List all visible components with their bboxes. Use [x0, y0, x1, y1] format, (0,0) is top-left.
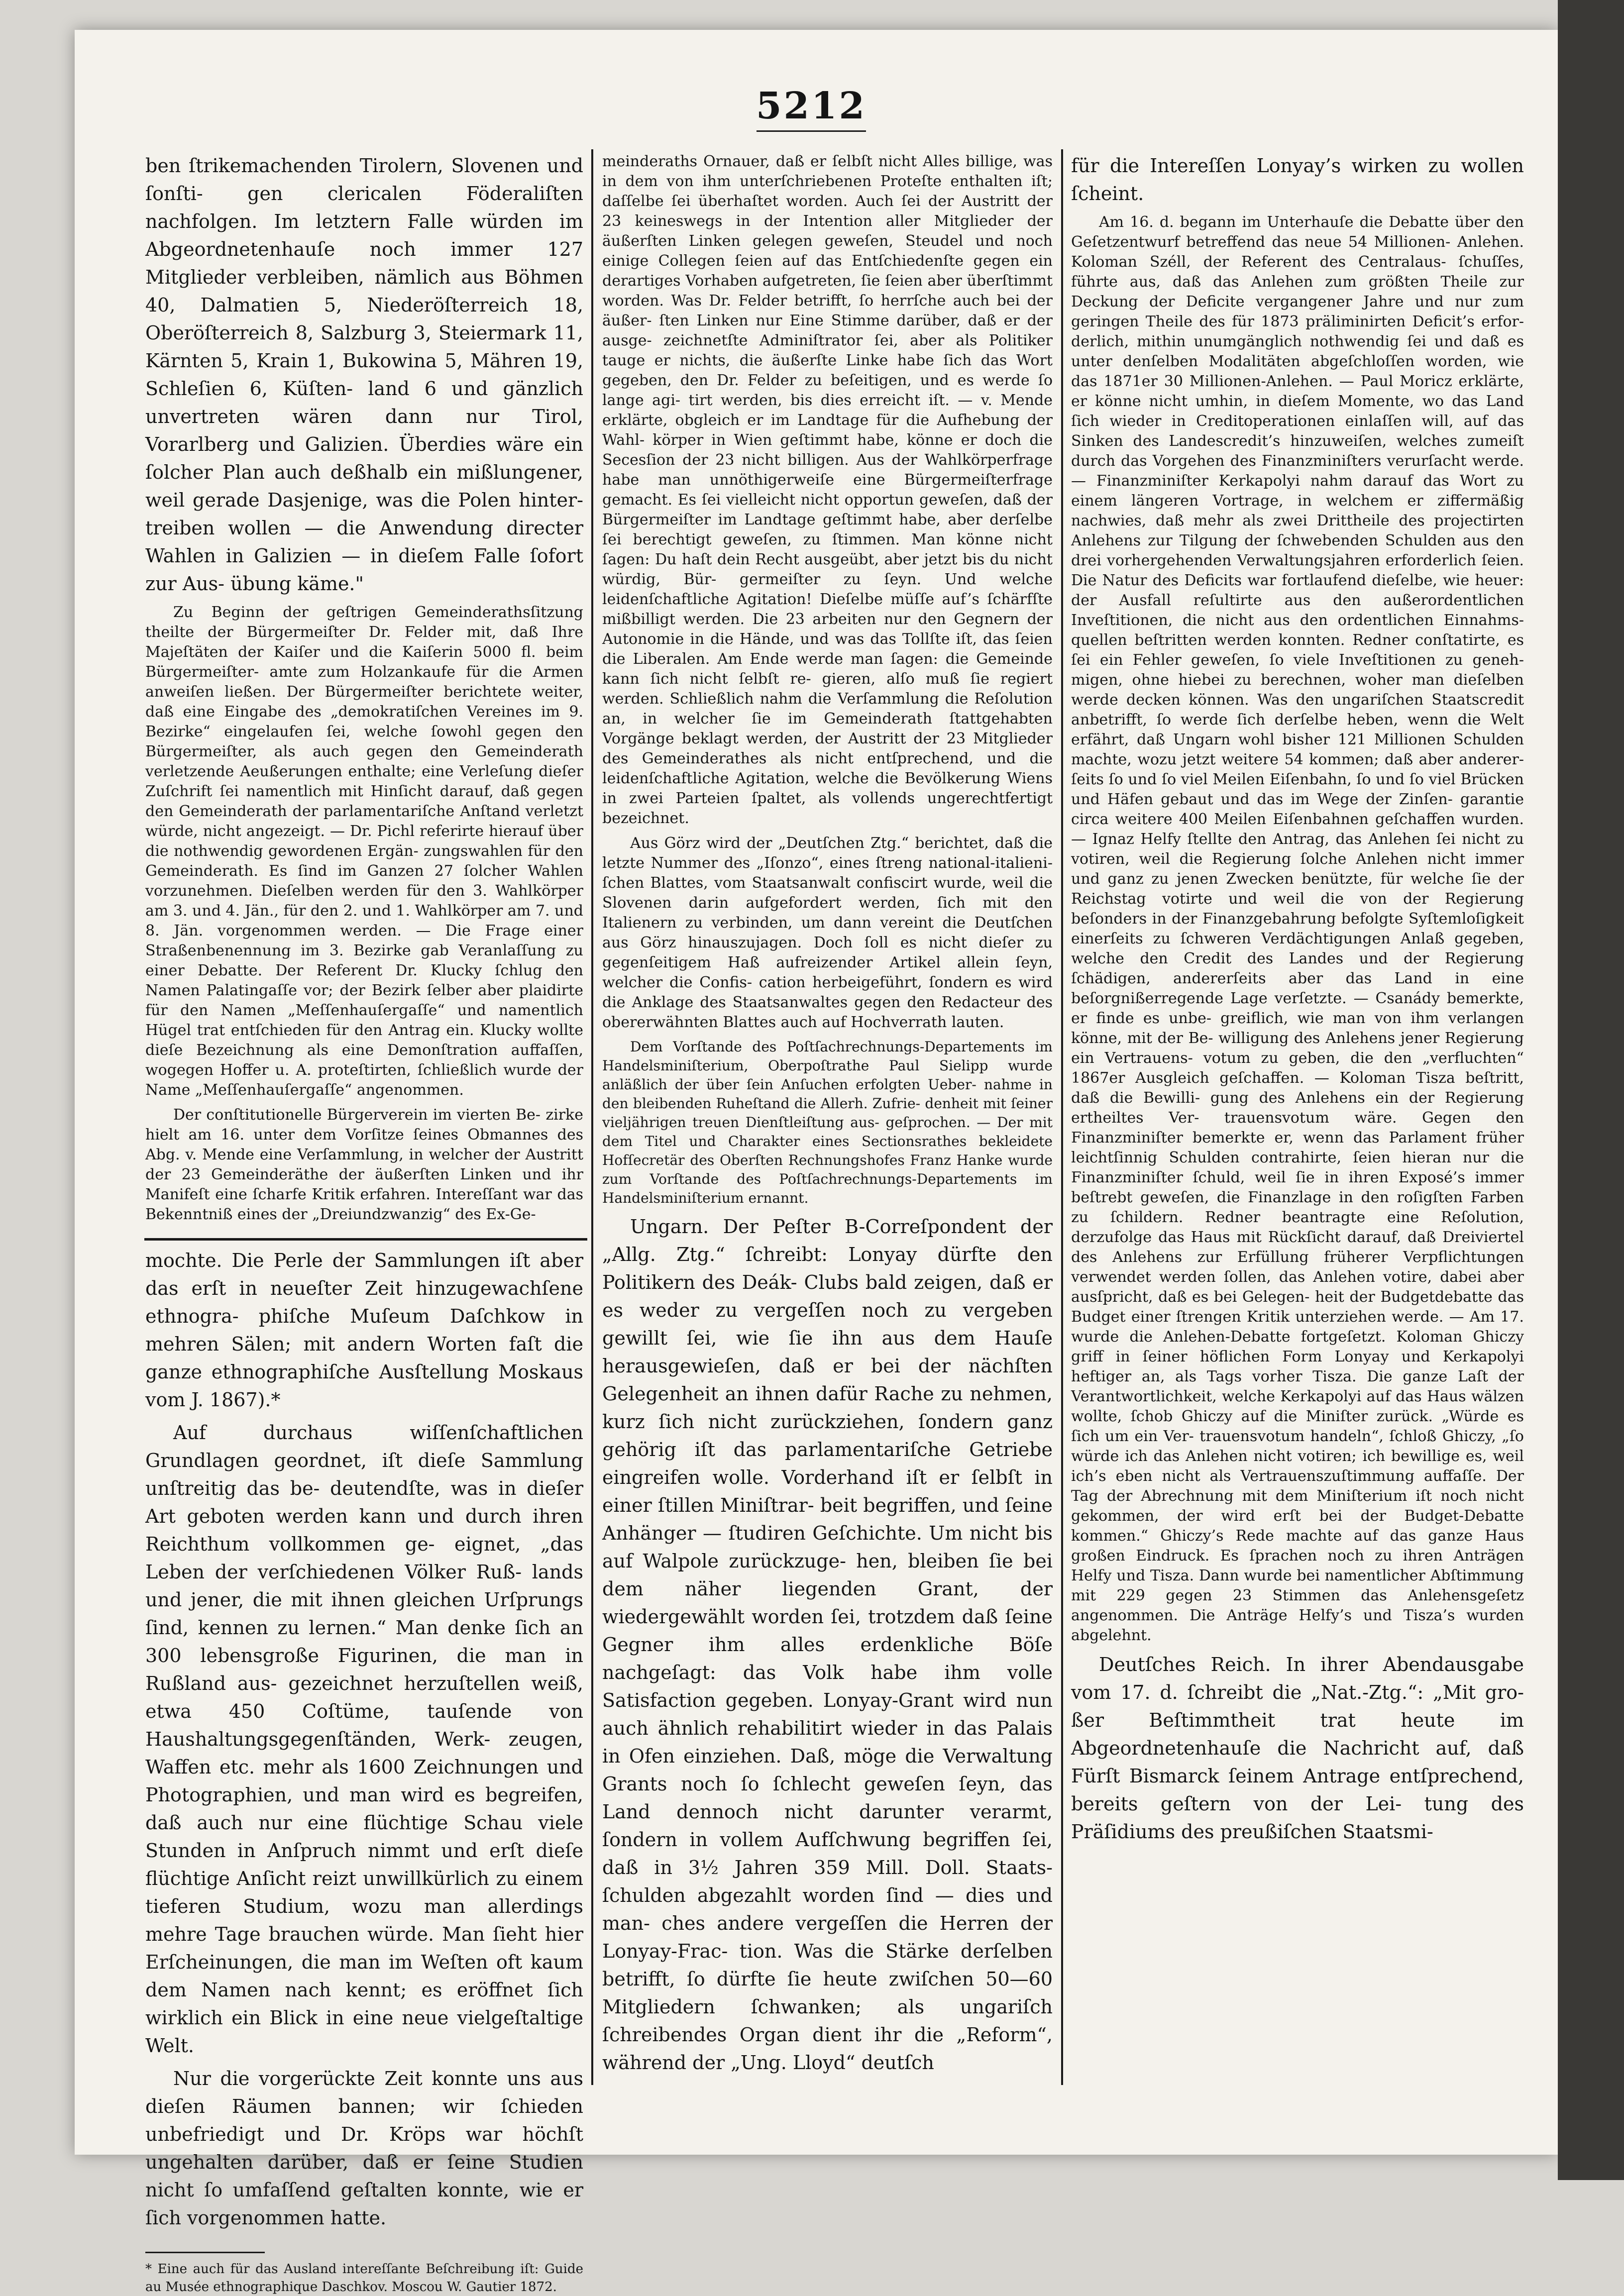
article-text: ben ſtrikemachenden Tirolern, Slovenen und ſonſti- gen clericalen Föderaliſten nachfolgen. Im letztern Falle würden im Abgeordnetenhauſe noch immer 127 Mitglieder verbleiben, nämlich aus Böhmen 40, Dalmatien 5, Niederöſterreich 18, Oberöſterreich 8, Salzburg 3, Steiermark 11, Kärnten 5, Krain 1, Bukowina 5, Mähren 19, Schleſien 6, Küſten- land 6 und gänzlich unvertreten wären dann nur Tirol, Vorarlberg und Galizien. Überdies wäre ein ſolcher Plan auch deßhalb ein mißlungener, weil gerade Dasjenige, was die Polen hinter- treiben wollen — die Anwendung directer Wahlen in Galizien — in dieſem Falle ſofort zur Aus- übung käme.": [145, 155, 583, 595]
article-text: Aus Görz wird der „Deutſchen Ztg.“ berichtet, daß die letzte Nummer des „Iſonzo“, eines ſtreng national-italieni- ſchen Blattes, vom Staatsanwalt confiscirt wurde, weil die Slovenen darin aufgefordert werden, ſich mit den Italienern zu verbinden, um dann vereint die Deutſchen aus Görz hinauszujagen. Doch ſoll es nicht dieſer zu gegenſeitigem Haß aufreizender Artikel allein ſeyn, welcher die Confis- cation herbeigeführt, ſondern es wird die Anklage des Staatsanwaltes gegen den Redacteur des obererwähnten Blattes auch auf Hochverrath lauten.: [602, 835, 1053, 1031]
article-text: mochte. Die Perle der Sammlungen iſt aber das erſt in neueſter Zeit hinzugewachſene ethnogra- phiſche Muſeum Daſchkow in mehren Sälen; mit andern Worten faſt die ganze ethnographiſche Ausſtellung Moskaus vom J. 1867).*: [145, 1250, 583, 1411]
article-text: meinderaths Ornauer, daß er ſelbſt nicht Alles billige, was in dem von ihm unterſchriebenen Proteſte enthalten iſt; daſſelbe ſei überhaſtet worden. Auch ſei der Austritt der 23 keineswegs in der Intention aller Mitglieder der äußerſten Linken gelegen geweſen, Steudel und noch einige Collegen ſeien auf das Entſchiedenſte gegen ein derartiges Vorhaben aufgetreten, ſie ſeien aber überſtimmt worden. Was Dr. Felder betrifft, ſo herrſche auch bei der äußer- ſten Linken nur Eine Stimme darüber, daß er der ausge- zeichnetſte Adminiſtrator ſei, aber als Politiker tauge er nichts, die äußerſte Linke habe ſich das Wort gegeben, den Dr. Felder zu beſeitigen, und es werde ſo lange agi- tirt werden, bis dies erreicht iſt. — v. Mende erklärte, obgleich er im Landtage für die Aufhebung der Wahl- körper in Wien geſtimmt habe, könne er doch die Secesſion der 23 nicht billigen. Aus der Wahlkörperfrage habe man unnöthigerweiſe eine Bürgermeiſterfrage gemacht. Es ſei vielleicht nicht opportun geweſen, daß der Bürgermeiſter im Landtage geſtimmt habe, aber derſelbe ſei berechtigt geweſen, zu ſtimmen. Man könne nicht ſagen: Du haſt dein Recht ausgeübt, aber jetzt bis du nicht würdig, Bür- germeiſter zu ſeyn. Und welche leidenſchaftliche Agitation! Dieſelbe müſſe auf’s ſchärfſte mißbilligt werden. Die 23 arbeiten nur den Gegnern der Autonomie in die Hände, und was das Tollſte iſt, das ſeien die Liberalen. Am Ende werde man ſagen: die Gemeinde kann ſich nicht ſelbſt re- gieren, alſo muß ſie regiert werden. Schließlich nahm die Verſammlung die Reſolution an, in welcher ſie im Gemeinderath ſtattgehabten Vorgänge beklagt werden, der Austritt der 23 Mitglieder des Gemeinderathes als nicht entſprechend, und die leidenſchaftliche Agitation, welche die Bevölkerung Wiens in zwei Parteien ſpaltet, als vollends ungerechtfertigt bezeichnet.: [602, 153, 1053, 827]
article-text: Am 16. d. begann im Unterhauſe die Debatte über den Geſetzentwurf betreffend das neue 54 Millionen- Anlehen. Koloman Széll, der Referent des Centralaus- ſchuſſes, führte aus, daß das Anlehen zum größten Theile zur Deckung der Deficite vergangener Jahre und nur zum geringen Theile des für 1873 präliminirten Deficit’s erfor- derlich, mithin unumgänglich nothwendig ſei und daß es unter denſelben Modalitäten abgeſchloſſen worden, wie das 1871er 30 Millionen-Anlehen. — Paul Moricz erklärte, er könne nicht umhin, in dieſem Momente, wo das Land ſich wieder in Creditoperationen einlaſſen will, auf das Sinken des Landescredit’s hinzuweiſen, welches zumeiſt durch das Vorgehen des Finanzminiſters verurſacht werde. — Finanzminiſter Kerkapolyi nahm darauf das Wort zu einem längeren Vortrage, in welchem er ziffermäßig nachwies, daß mehr als zwei Drittheile des projectirten Anlehens zur Tilgung der ſchwebenden Schulden aus den drei vorhergehenden Verwaltungsjahren erforderlich ſeien. Die Natur des Deficits war fortlaufend dieſelbe, wie heuer: der Ausfall reſultirte aus den außerordentlichen Inveſtitionen, die nicht aus den ordentlichen Einnahms- quellen beſtritten werden konnten. Redner conſtatirte, es ſei ein Fehler geweſen, ſo viele Inveſtitionen zu geneh- migen, ohne hiebei zu berechnen, woher man dieſelben werde decken können. Was den ungariſchen Staatscredit anbetrifft, ſo werde ſich derſelbe heben, wenn die Welt erfährt, daß Ungarn wohl bisher 121 Millionen Schulden machte, wozu jetzt weitere 54 kommen; daß aber anderer- ſeits ſo und ſo viel Meilen Eiſenbahn, ſo und ſo viel Brücken und Häfen gebaut und das im Wege der Zinſen- garantie circa weitere 400 Meilen Eiſenbahnen geſchaffen wurden. — Ignaz Helfy ſtellte den Antrag, das Anlehen ſei nicht zu votiren, weil die Regierung ſolche Anlehen nicht immer und ganz zu jenen Zwecken benützte, für welche ſie der Reichstag votirte und weil die von der Regierung beſonders in der Finanzgebahrung befolgte Syſtemloſigkeit einerſeits zu ſchweren Verdächtigungen Anlaß gegeben, welche den Credit des Landes und der Regierung ſchädigen, andererſeits aber das Land in eine beſorgnißerregende Lage verſetzte. — Csanády bemerkte, er finde es unbe- greiflich, wie man von ihm verlangen könne, mit der Be- willigung des Anlehens jener Regierung ein Vertrauens- votum zu geben, die den „verfluchten“ 1867er Ausgleich geſchaffen. — Koloman Tisza beſtritt, daß die Bewilli- gung des Anlehens ein der Regierung ertheiltes Ver- trauensvotum wäre. Gegen den Finanzminiſter bemerkte er, wenn das Parlament früher leichtſinnig Schulden contrahirte, ſeien hieran nur die Finanzminiſter ſchuld, weil ſie in ihren Exposé’s immer beſtrebt geweſen, die Finanzlage in den roſigſten Farben zu ſchildern. Redner beantragte eine Reſolution, derzufolge das Haus mit Rückſicht darauf, daß Dreiviertel des Anlehens zur Erfüllung früherer Verpflichtungen verwendet werden ſollen, das Anlehen votire, dabei aber ausſpricht, daß es bei Gelegen- heit der Budgetdebatte das Budget einer ſtrengen Kritik unterziehen werde. — Am 17. wurde die Anlehen-Debatte fortgeſetzt. Koloman Ghiczy griff in ſeiner höflichen Form Lonyay und Kerkapolyi heftiger an, als Tags vorher Tisza. Die ganze Laſt der Verantwortlichkeit, welche Kerkapolyi auf das Haus wälzen wollte, ſchob Ghiczy auf die Miniſter zurück. „Würde es ſich um ein Ver- trauensvotum handeln“, ſchloß Ghiczy, „ſo würde ich das Anlehen nicht votiren; ich bewillige es, weil ich’s eben nicht als Vertrauenszuſtimmung auffaſſe. Der Tag der Abrechnung mit dem Miniſterium iſt noch nicht gekommen, der wird erſt bei der Budget-Debatte kommen.“ Ghiczy’s Rede machte auf das ganze Haus großen Eindruck. Es ſprachen noch zu ihren Anträgen Helfy und Tisza. Dann wurde bei namentlicher Abſtimmung mit 229 gegen 23 Stimmen das Anlehensgeſetz angenommen. Die Anträge Helfy’s und Tisza’s wurden abgelehnt.: [1071, 213, 1524, 1644]
article-text: Zu Beginn der geſtrigen Gemeinderathsſitzung theilte der Bürgermeiſter Dr. Felder mit, daß Ihre Majeſtäten der Kaiſer und die Kaiſerin 5000 fl. beim Bürgermeiſter- amte zum Holzankaufe für die Armen anweiſen ließen. Der Bürgermeiſter berichtete weiter, daß eine Eingabe des „demokratiſchen Vereines im 9. Bezirke“ eingelaufen ſei, welche ſowohl gegen den Bürgermeiſter, als auch gegen den Gemeinderath verletzende Aeußerungen enthalte; eine Verleſung dieſer Zuſchrift ſei namentlich mit Hinſicht darauf, daß gegen den Gemeinderath der parlamentariſche Anſtand verletzt würde, nicht angezeigt. — Dr. Pichl referirte hierauf über die nothwendig gewordenen Ergän- zungswahlen für den Gemeinderath. Es ſind im Ganzen 27 ſolcher Wahlen vorzunehmen. Dieſelben werden für den 3. Wahlkörper am 3. und 4. Jän., für den 2. und 1. Wahlkörper am 7. und 8. Jän. vorgenommen werden. — Die Frage einer Straßenbenennung im 3. Bezirke gab Veranlaſſung zu einer Debatte. Der Referent Dr. Klucky ſchlug den Namen Palatingaſſe vor; der Bezirk ſelber aber plaidirte für den Namen „Meſſenhauſergaſſe“ und namentlich Hügel trat entſchieden für den Antrag ein. Klucky wollte dieſe Bezeichnung als eine Demonſtration auffaſſen, wogegen Hoffer u. A. proteſtirten, ſchließlich wurde der Name „Meſſenhauſergaſſe“ angenommen.: [145, 604, 583, 1099]
article-text: Ungarn. Der Peſter B-Correſpondent der „Allg. Ztg.“ ſchreibt: Lonyay dürfte den Politikern des Deák- Clubs bald zeigen, daß er es weder zu vergeſſen noch zu vergeben gewillt ſei, wie ſie ihn aus dem Hauſe herausgewieſen, daß er bei der nächſten Gelegenheit an ihnen dafür Rache zu nehmen, kurz ſich nicht zurückziehen, ſondern ganz gehörig iſt das parlamentariſche Getriebe eingreifen wolle. Vorderhand iſt er ſelbſt in einer ſtillen Miniſtrar- beit begriffen, und ſeine Anhänger — ſtudiren Geſchichte. Um nicht bis auf Walpole zurückzuge- hen, bleiben ſie bei dem näher liegenden Grant, der wiedergewählt worden ſei, trotzdem daß ſeine Gegner ihm alles erdenkliche Böſe nachgeſagt: das Volk habe ihm volle Satisfaction gegeben. Lonyay-Grant wird nun auch ähnlich rehabilitirt wieder in das Palais in Ofen einziehen. Daß, möge die Verwaltung Grants noch ſo ſchlecht geweſen ſeyn, das Land dennoch nicht darunter verarmt, ſondern in vollem Aufſchwung begriffen ſei, daß in 3½ Jahren 359 Mill. Doll. Staats- ſchulden abgezahlt worden ſind — dies und man- ches andere vergeſſen die Herren der Lonyay-Frac- tion. Was die Stärke derſelben betrifft, ſo dürfte ſie heute zwiſchen 50—60 Mitgliedern ſchwanken; als ungariſch ſchreibendes Organ dient ihr die „Reform“, während der „Ung. Lloyd“ deutſch: [602, 1216, 1053, 2074]
article-text: Deutſches Reich. In ihrer Abendausgabe vom 17. d. ſchreibt die „Nat.-Ztg.“: „Mit gro- ßer Beſtimmtheit trat heute im Abgeordnetenhauſe die Nachricht auf, daß Fürſt Bismarck ſeinem Antrage entſprechend, bereits geſtern von der Lei- tung des Präſidiums des preußiſchen Staatsmi-: [1071, 1654, 1524, 1843]
article-text: Nur die vorgerückte Zeit konnte uns aus dieſen Räumen bannen; wir ſchieden unbefriedigt und Dr. Kröps war höchſt ungehalten darüber, daß er ſeine Studien nicht ſo umfaſſend geſtalten konnte, wie er ſich vorgenommen hatte.: [145, 2068, 583, 2229]
column-3: [1071, 152, 1524, 2073]
header-rule: [757, 130, 866, 132]
article-text: für die Intereſſen Lonyay’s wirken zu wollen ſcheint.: [1071, 155, 1524, 205]
column-2: [602, 152, 1053, 2073]
column-divider-right: [1061, 149, 1063, 2085]
footnote: * Eine auch für das Ausland intereſſante Beſchreibung iſt: Guide au Musée ethnographique Daschkov. Moscou W. Gautier 1872.: [145, 2262, 583, 2295]
column-divider-left: [591, 149, 593, 2085]
column-1: [145, 152, 583, 2295]
article-text: Der conſtitutionelle Bürgerverein im vierten Be- zirke hielt am 16. unter dem Vorſitze ſeines Obmannes des Abg. v. Mende eine Verſammlung, in welcher der Austritt der 23 Gemeinderäthe der äußerſten Linken und ihr Manifeſt eine ſcharfe Kritik erfahren. Intereſſant war das Bekenntniß eines der „Dreiundzwanzig“ des Ex-Ge-: [145, 1106, 583, 1223]
article-text: Dem Vorſtande des Poſtſachrechnungs-Departements im Handelsminiſterium, Oberpoſtrathe Paul Sielipp wurde anläßlich der über ſein Anſuchen erfolgten Ueber- nahme in den bleibenden Ruheſtand die Allerh. Zufrie- denheit mit ſeiner vieljährigen treuen Dienſtleiſtung aus- geſprochen. — Der mit dem Titel und Charakter eines Sectionsrathes bekleidete Hofſecretär des Oberſten Rechnungshofes Franz Hanke wurde zum Vorſtande des Poſtſachrechnungs-Departements im Handelsminiſterium ernannt.: [602, 1039, 1053, 1206]
footnote-rule: [145, 2252, 265, 2253]
page-edge: [1558, 0, 1624, 2180]
page-number: 5212: [756, 85, 866, 127]
article-text: Auf durchaus wiſſenſchaftlichen Grundlagen geordnet, iſt dieſe Sammlung unſtreitig das be- deutendſte, was in dieſer Art geboten werden kann und durch ihren Reichthum vollkommen ge- eignet, „das Leben der verſchiedenen Völker Ruß- lands und jener, die mit ihnen gleichen Urſprungs ſind, kennen zu lernen.“ Man denke ſich an 300 lebensgroße Figurinen, die man in Rußland aus- gezeichnet herzuſtellen weiß, etwa 450 Coſtüme, tauſende von Haushaltungsgegenſtänden, Werk- zeugen, Waffen etc. mehr als 1600 Zeichnungen und Photographien, und man wird es begreifen, daß auch nur eine flüchtige Schau viele Stunden in Anſpruch nimmt und erſt dieſe flüchtige Anſicht reizt unwillkürlich zu einem tieferen Studium, wozu man allerdings mehre Tage brauchen würde. Man ſieht hier Erſcheinungen, die man im Weſten oft kaum dem Namen nach kennt; es eröffnet ſich wirklich ein Blick in eine neue vielgeſtaltige Welt.: [145, 1422, 583, 2057]
